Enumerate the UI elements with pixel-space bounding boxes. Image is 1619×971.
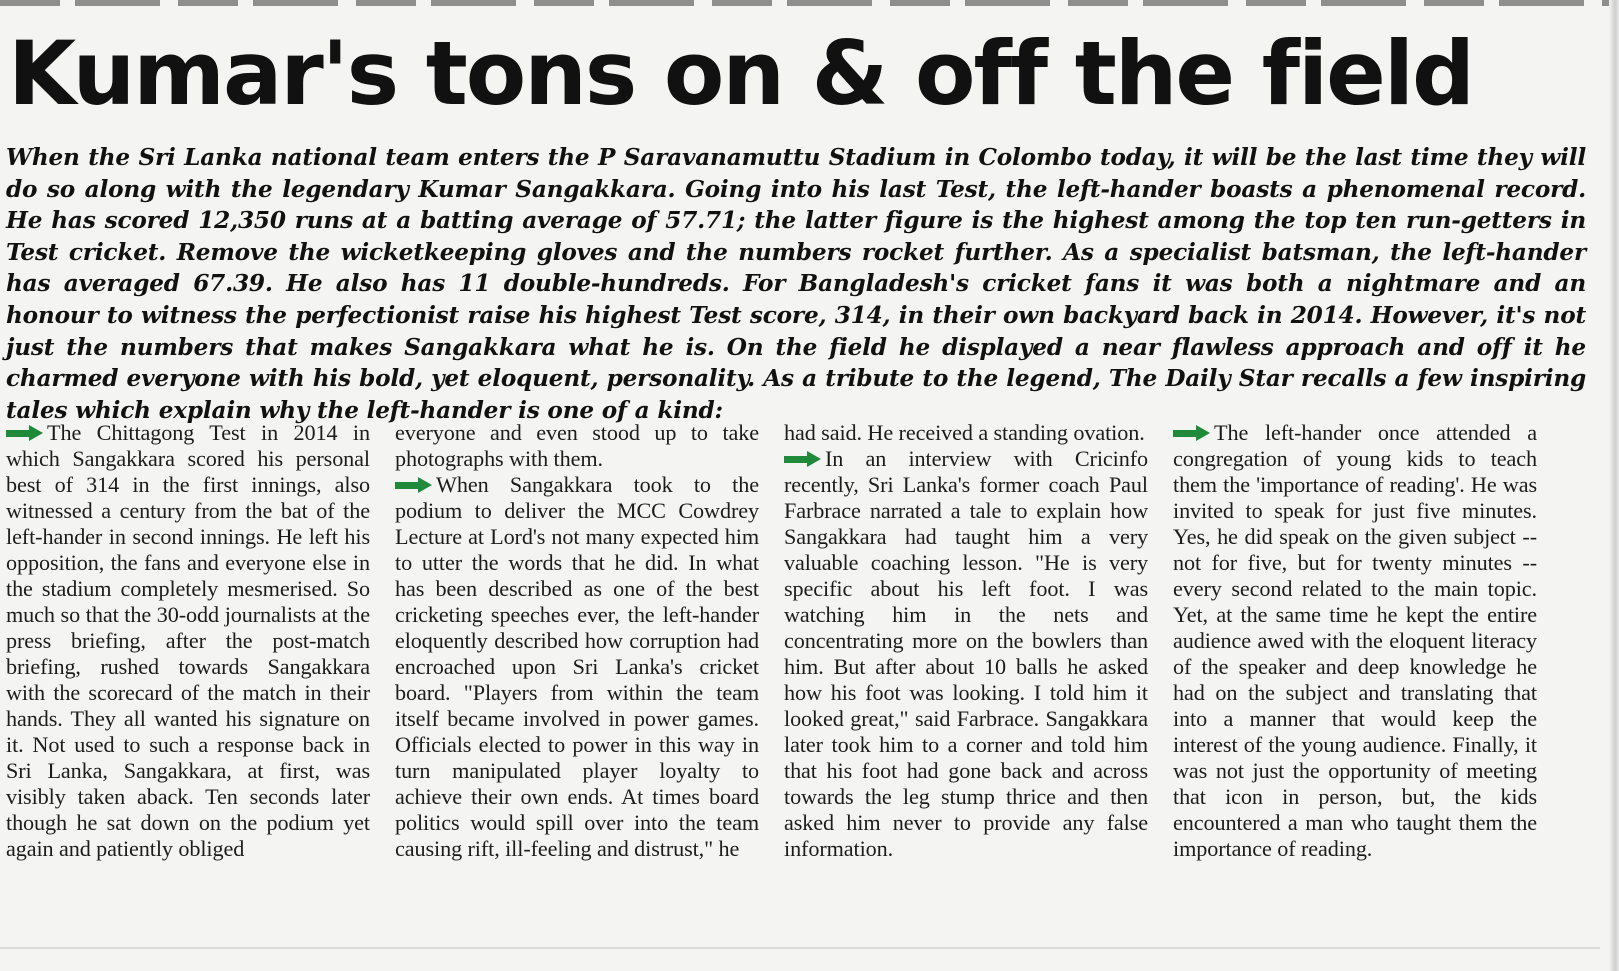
column-2: [395, 420, 759, 862]
column-1: [6, 420, 370, 862]
paragraph-text: In an interview with Cricinfo recently, Sri Lanka's former coach Paul Farbrace narrated a tale to explain how Sangakkara had taught him a very valuable coaching lesson. "He is very specific about his left foot. I was watching him in the nets and concentrating more on the bowlers than him. But after about 10 balls he asked how his foot was looking. I told him it looked great," said Farbrace. Sangakkara later took him to a corner and told him that his foot had gone back and across towards the leg stump thrice and then asked him never to provide any false information.: [784, 446, 1148, 861]
article-body: [6, 420, 1598, 940]
arrow-right-icon: [6, 425, 44, 441]
paragraph: [6, 420, 370, 862]
paragraph-text: had said. He received a standing ovation.: [784, 420, 1145, 445]
column-4: [1173, 420, 1537, 862]
paragraph: [395, 420, 759, 472]
page-edge-shadow: [1609, 0, 1619, 971]
headline: Kumar's tons on & off the field: [8, 22, 1474, 125]
page-bottom-rule: [0, 947, 1600, 949]
paragraph: [784, 446, 1148, 862]
paragraph: [784, 420, 1148, 446]
arrow-right-icon: [395, 477, 433, 493]
page-top-rule: [0, 0, 1619, 6]
paragraph-text: everyone and even stood up to take photographs with them.: [395, 420, 759, 471]
paragraph-text: The Chittagong Test in 2014 in which Sangakkara scored his personal best of 314 in the first innings, also witnessed a century from the bat of the left-hander in second innings. He left his opposition, the fans and everyone else in the stadium completely mesmerised. So much so that the 30-odd journalists at the press briefing, after the post-match briefing, rushed towards Sangakkara with the scorecard of the match in their hands. They all wanted his signature on it. Not used to such a response back in Sri Lanka, Sangakkara, at first, was visibly taken aback. Ten seconds later though he sat down on the podium yet again and patiently obliged: [6, 420, 370, 861]
standfirst: When the Sri Lanka national team enters the P Saravanamuttu Stadium in Colombo today, it will be the last time they will do so along with the legendary Kumar Sangakkara. Going into his last Test, the left-hander boasts a phenomenal record. He has scored 12,350 runs at a batting average of 57.71; the latter figure is the highest among the top ten run-getters in Test cricket. Remove the wicketkeeping gloves and the numbers rocket further. As a specialist batsman, the left-hander has averaged 67.39. He also has 11 double-hundreds. For Bangladesh's cricket fans it was both a nightmare and an honour to witness the perfectionist raise his highest Test score, 314, in their own backyard back in 2014. However, it's not just the numbers that makes Sangakkara what he is. On the field he displayed a near flawless approach and off it he charmed everyone with his bold, yet eloquent, personality. As a tribute to the legend, The Daily Star recalls a few inspiring tales which explain why the left-hander is one of a kind:: [6, 144, 1586, 424]
paragraph-text: The left-hander once attended a congregation of young kids to teach them the 'importance of reading'. He was invited to speak for just five minutes. Yes, he did speak on the given subject -- not for five, but for twenty minutes -- every second related to the main topic. Yet, at the same time he kept the entire audience awed with the eloquent literacy of the speaker and deep knowledge he had on the subject and translating that into a manner that would keep the interest of the young audience. Finally, it was not just the opportunity of meeting that icon in person, but, the kids encountered a man who taught them the importance of reading.: [1173, 420, 1537, 861]
arrow-right-icon: [1173, 425, 1211, 441]
paragraph: [395, 472, 759, 862]
column-3: [784, 420, 1148, 862]
arrow-right-icon: [784, 451, 822, 467]
paragraph-text: When Sangakkara took to the podium to deliver the MCC Cowdrey Lecture at Lord's not many expected him to utter the words that he did. In what has been described as one of the best cricketing speeches ever, the left-hander eloquently described how corruption had encroached upon Sri Lanka's cricket board. "Players from within the team itself became involved in power games. Officials elected to power in this way in turn manipulated player loyalty to achieve their own ends. At times board politics would spill over into the team causing rift, ill-feeling and distrust," he: [395, 472, 759, 861]
paragraph: [1173, 420, 1537, 862]
